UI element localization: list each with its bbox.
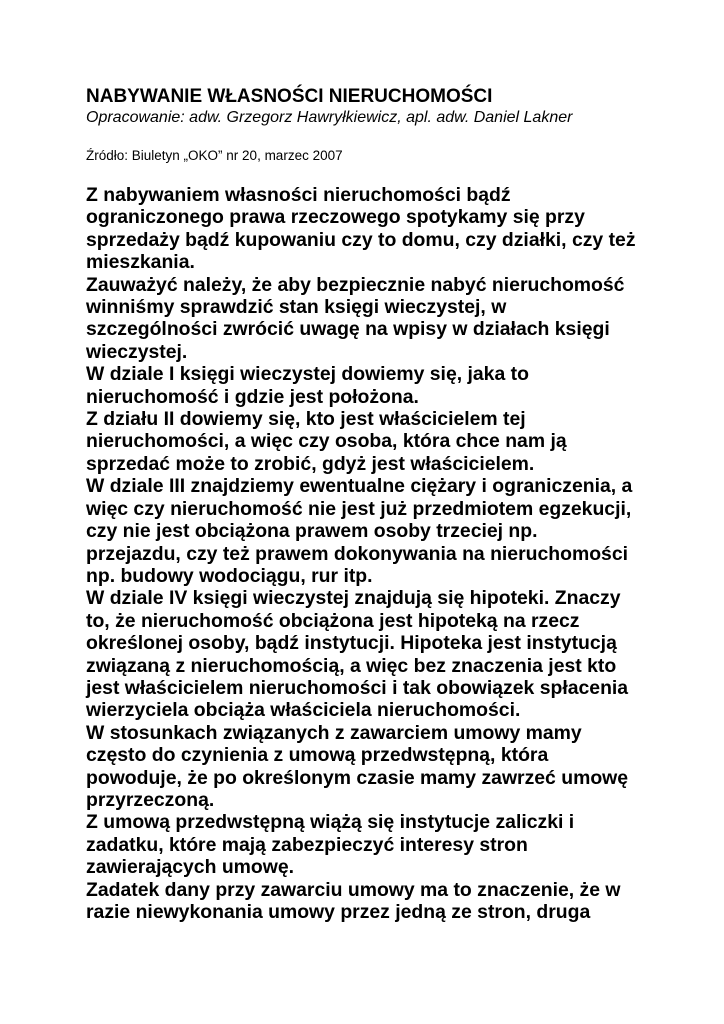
body-line: Z nabywaniem własności nieruchomości bądź — [86, 184, 511, 206]
body-line: ograniczonego prawa rzeczowego spotykamy się przy — [86, 206, 585, 229]
document-page — [86, 86, 686, 923]
body-line: czy nie jest obciążona prawem osoby trzeciej np. — [86, 520, 538, 543]
body-line: Z umową przedwstępną wiążą się instytucje zaliczki i — [86, 811, 575, 834]
body-line: zawierających umowę. — [86, 856, 295, 879]
body-line: związaną z nieruchomością, a więc bez znaczenia jest kto — [86, 654, 617, 677]
body-line: W dziale IV księgi wieczystej znajdują się hipoteki. Znaczy — [86, 587, 621, 610]
body-line: Zadatek dany przy zawarciu umowy ma to znaczenie, że w — [86, 878, 621, 901]
body-line: powoduje, że po określonym czasie mamy zawrzeć umowę — [86, 766, 629, 789]
body-line: W stosunkach związanych z zawarciem umowy mamy — [86, 721, 582, 744]
body-line: wierzyciela obciąża właściciela nieruchomości. — [86, 699, 521, 722]
body-line: jest właścicielem nieruchomości i tak obowiązek spłacenia — [86, 676, 629, 699]
body-line: sprzedać może to zrobić, gdyż jest właścicielem. — [86, 452, 535, 475]
document-authors: Opracowanie: adw. Grzegorz Hawryłkiewicz, apl. adw. Daniel Lakner — [86, 109, 573, 126]
body-line: przejazdu, czy też prawem dokonywania na nieruchomości — [86, 542, 629, 565]
body-line: szczególności zwrócić uwagę na wpisy w działach księgi — [86, 318, 610, 341]
body-line: nieruchomość i gdzie jest położona. — [86, 385, 419, 408]
body-line: więc czy nieruchomość nie jest już przedmiotem egzekucji, — [86, 497, 632, 520]
body-line: winniśmy sprawdzić stan księgi wieczystej, w — [86, 296, 507, 319]
document-title: NABYWANIE WŁASNOŚCI NIERUCHOMOŚCI — [86, 86, 493, 107]
document-body — [86, 184, 686, 923]
body-line: mieszkania. — [86, 251, 195, 274]
body-line: to, że nieruchomość obciążona jest hipoteką na rzecz — [86, 609, 580, 632]
body-line: sprzedaży bądź kupowaniu czy to domu, czy działki, czy też — [86, 228, 636, 251]
body-line: wieczystej. — [86, 340, 188, 363]
document-source: Źródło: Biuletyn „OKO” nr 20, marzec 2007 — [86, 148, 343, 163]
body-line: Z działu II dowiemy się, kto jest właścicielem tej — [86, 408, 526, 431]
body-line: W dziale III znajdziemy ewentualne ciężary i ograniczenia, a — [86, 475, 633, 498]
body-line: razie niewykonania umowy przez jedną ze stron, druga — [86, 901, 591, 923]
body-line: często do czynienia z umową przedwstępną, która — [86, 744, 549, 767]
body-line: Zauważyć należy, że aby bezpiecznie nabyć nieruchomość — [86, 273, 625, 296]
body-line: np. budowy wodociągu, rur itp. — [86, 564, 373, 587]
body-line: przyrzeczoną. — [86, 788, 215, 811]
body-line: W dziale I księgi wieczystej dowiemy się, jaka to — [86, 363, 529, 386]
body-line: zadatku, które mają zabezpieczyć interesy stron — [86, 833, 528, 856]
body-line: określonej osoby, bądź instytucji. Hipoteka jest instytucją — [86, 632, 617, 655]
body-line: nieruchomości, a więc czy osoba, która chce nam ją — [86, 430, 567, 453]
